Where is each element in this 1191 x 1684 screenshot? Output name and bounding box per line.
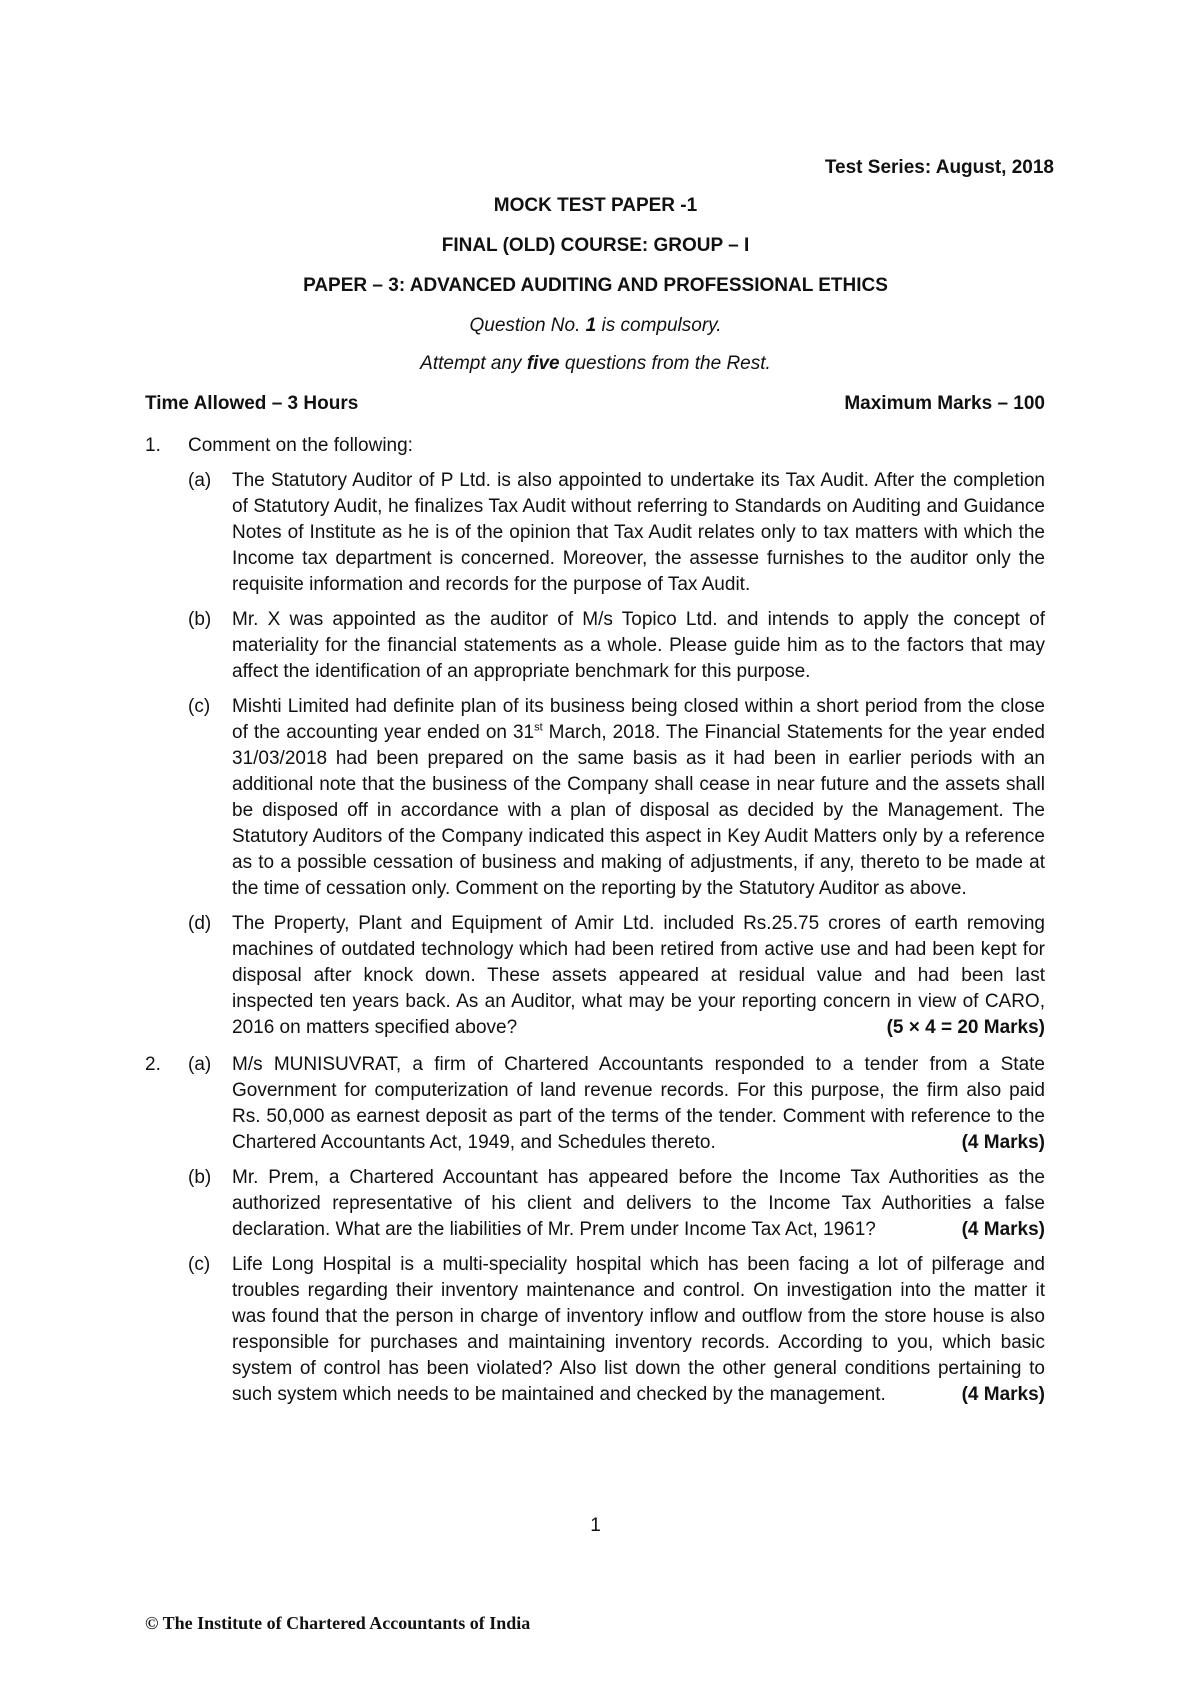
- question-1: [145, 433, 1045, 459]
- sub-text: Mr. Prem, a Chartered Accountant has appeared before the Income Tax Authorities as the authorized representative of his client and delivers to the Income Tax Authorities a false declaration. What are the liabilities of Mr. Prem under Income Tax Act, 1961? (4 Marks): [232, 1165, 1045, 1243]
- time-allowed: Time Allowed – 3 Hours: [145, 393, 359, 414]
- marks: (4 Marks): [961, 1132, 1045, 1153]
- sub-label: (d): [188, 913, 212, 934]
- marks: (5 × 4 = 20 Marks): [886, 1017, 1045, 1038]
- maximum-marks: Maximum Marks – 100: [844, 393, 1045, 414]
- sub-label: (c): [188, 696, 211, 717]
- instruction-attempt: Attempt any five questions from the Rest.: [420, 353, 771, 374]
- exam-meta: [145, 391, 1045, 417]
- question-2b: [145, 1165, 1045, 1243]
- sub-text: Mishti Limited had definite plan of its business being closed within a short period from the close of the accounting year ended on 31st March, 2018. The Financial Statements for the year ended 31/03/2018 had been prepared on the same basis as it had been in earlier periods with an additional note that the business of the Company shall cease in near future and the assets shall be disposed off in accordance with a plan of disposal as decided by the Management. The Statutory Auditors of the Company indicated this aspect in Key Audit Matters only by a reference as to a possible cessation of business and making of adjustments, if any, thereto to be made at the time of cessation only. Comment on the reporting by the Statutory Auditor as above.: [232, 696, 1045, 899]
- question-number: 1.: [145, 435, 161, 456]
- page-number: 1: [590, 1515, 601, 1536]
- paper-number: MOCK TEST PAPER -1: [493, 195, 698, 216]
- paper-title: PAPER – 3: ADVANCED AUDITING AND PROFESSIONAL ETHICS: [303, 275, 888, 296]
- question-2c: [145, 1252, 1045, 1408]
- question-1d: [145, 911, 1045, 1041]
- sub-label: (c): [188, 1254, 211, 1275]
- instruction-compulsory: Question No. 1 is compulsory.: [469, 315, 722, 336]
- question-1a: [145, 468, 1045, 598]
- questions: [145, 433, 1045, 1408]
- marks: (4 Marks): [961, 1219, 1045, 1240]
- copyright-footer: © The Institute of Chartered Accountants of India: [145, 1613, 531, 1633]
- question-number: 2.: [145, 1054, 161, 1075]
- marks: (4 Marks): [961, 1384, 1045, 1405]
- question-intro: Comment on the following:: [188, 435, 413, 456]
- sub-text: Life Long Hospital is a multi-speciality hospital which has been facing a lot of pilferage and troubles regarding their inventory maintenance and control. On investigation into the matter it was found that the person in charge of inventory inflow and outflow from the store house is also responsible for purchases and maintaining inventory records. According to you, which basic system of control has been violated? Also list down the other general conditions pertaining to such system which needs to be maintained and checked by the management. (4 Marks): [232, 1252, 1045, 1408]
- sub-label: (b): [188, 609, 212, 630]
- sub-text: The Property, Plant and Equipment of Amir Ltd. included Rs.25.75 crores of earth removing machines of outdated technology which had been retired from active use and had been kept for disposal after knock down. These assets appeared at residual value and had been last inspected ten years back. As an Auditor, what may be your reporting concern in view of CARO, 2016 on matters specified above? (5 × 4 = 20 Marks): [232, 911, 1045, 1041]
- course-title: FINAL (OLD) COURSE: GROUP – I: [441, 235, 750, 256]
- sub-label: (a): [188, 1054, 212, 1075]
- sub-label: (b): [188, 1167, 212, 1188]
- sub-text: The Statutory Auditor of P Ltd. is also appointed to undertake its Tax Audit. After the completion of Statutory Audit, he finalizes Tax Audit without referring to Standards on Auditing and Guidance Notes of Institute as he is of the opinion that Tax Audit relates only to tax matters with which the Income tax department is concerned. Moreover, the assesse furnishes to the auditor only the requisite information and records for the purpose of Tax Audit.: [232, 470, 1045, 595]
- question-1b: [145, 607, 1045, 685]
- question-2a: [145, 1052, 1045, 1156]
- question-1c: [145, 694, 1045, 902]
- sub-text: Mr. X was appointed as the auditor of M/s Topico Ltd. and intends to apply the concept of materiality for the financial statements as a whole. Please guide him as to the factors that may affect the identification of an appropriate benchmark for this purpose.: [232, 609, 1045, 682]
- sub-text: M/s MUNISUVRAT, a firm of Chartered Accountants responded to a tender from a State Government for computerization of land revenue records. For this purpose, the firm also paid Rs. 50,000 as earnest deposit as part of the terms of the tender. Comment with reference to the Chartered Accountants Act, 1949, and Schedules thereto. (4 Marks): [232, 1052, 1045, 1156]
- test-series: Test Series: August, 2018: [824, 157, 1054, 178]
- sub-label: (a): [188, 470, 212, 491]
